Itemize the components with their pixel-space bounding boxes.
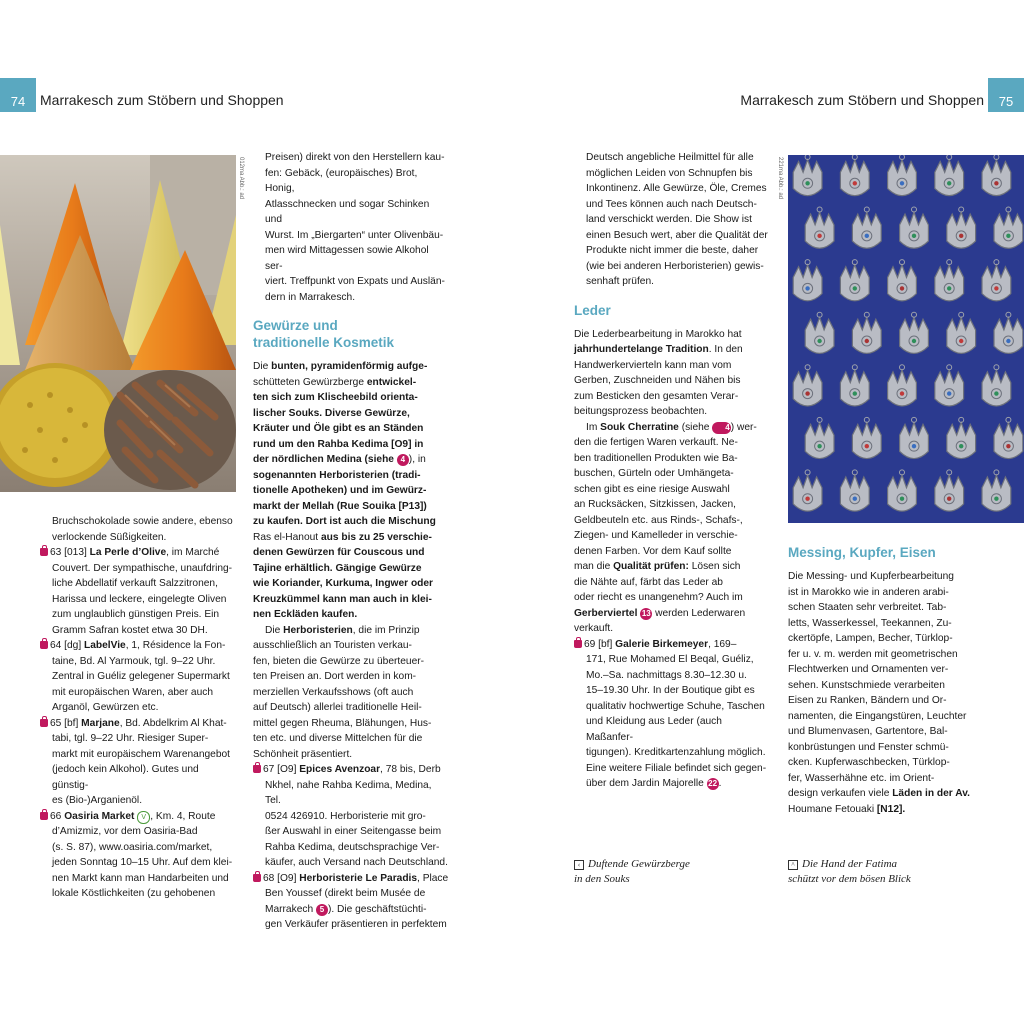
col2-line: Wurst. Im „Biergarten“ unter Olivenbäu- <box>265 229 444 241</box>
shop-entry <box>40 545 236 638</box>
entry-line: 68 [O9] Herboristerie Le Paradis, Place <box>253 871 449 887</box>
col2-line: zu kaufen. Dort ist auch die Mischung <box>253 516 436 527</box>
entry-line: 67 [O9] Epices Avenzoar, 78 bis, Derb <box>253 762 449 778</box>
col2-line: wie Koriander, Kurkuma, Ingwer oder <box>253 578 434 589</box>
col3-line: senhaft prüfen. <box>586 276 654 287</box>
entry-line: und Kleidung aus Leder (auch Maßanfer- <box>586 716 722 743</box>
map-marker-icon: 13 <box>641 608 651 618</box>
entry-line: liche Abdellatif verkauft Salzzitronen, <box>52 578 218 589</box>
entry-line: Ben Youssef (direkt beim Musée de <box>265 888 426 899</box>
col3-line: Produkte nicht immer die beste, daher <box>586 245 759 256</box>
col3-line: Geldbeuteln etc. aus Rinds-, Schafs-, <box>574 514 743 526</box>
col2-line: fen, bieten die Gewürze zu überteuer- <box>253 655 425 667</box>
entry-line: ßer Auswahl in einer Seitengasse beim <box>265 826 442 837</box>
col3-line: Ziegen- und Kamelleder in verschie- <box>574 530 738 541</box>
col4-line: und Blumenvasen, Gartentore, Bal- <box>788 726 948 737</box>
entry-line: (s. S. 87), www.oasiria.com/market, <box>52 841 213 853</box>
entry-66: 66 Oasiria Market V , Km. 4, Route d’Amizmiz, vor dem Oasiria-Bad (s. S. 87), www.oasiria.com/market, jeden Sonntag 10–15 Uhr. Auf dem klei- nen Markt kann man Handarbeiten und lokale Köstlichkeiten (zu gehobenen <box>40 809 236 902</box>
col2-line: lischer Souks. Diverse Gewürze, <box>253 407 410 419</box>
col3-line: verkauft. <box>574 623 614 634</box>
col3-line: land verschickt werden. Die Show ist <box>586 214 752 225</box>
shop-entry <box>40 716 236 809</box>
col4-line: Houmane Fetouaki [N12]. <box>788 803 906 815</box>
col2-line: mittel gegen Rheuma, Blähungen, Hus- <box>253 717 432 729</box>
col2-line: Die bunten, pyramidenförmig aufge- <box>253 361 428 372</box>
col2-line: Kräuter und Öle gibt es an Ständen <box>253 423 424 434</box>
col3-line: Gerberviertel 13 werden Lederwaren <box>574 607 746 619</box>
col3-line: jahrhundertelange Tradition. In den <box>574 344 743 355</box>
col4-line: sehen. Kunstschmiede verarbeiten <box>788 679 945 691</box>
col3-line: Gerben, Zuschneiden und Nähen bis <box>574 375 741 386</box>
entry-line: tigungen). Kreditkartenzahlung möglich. <box>586 747 766 758</box>
col2-line: dern in Marrakesch. <box>265 291 356 303</box>
section-heading-spices: Gewürze und traditionelle Kosmetik <box>253 318 395 350</box>
col2-line: men wird Mittagessen sowie Alkohol ser- <box>265 245 429 272</box>
entry-line: d’Amizmiz, vor dem Oasiria-Bad <box>52 826 198 837</box>
section-heading-leather: Leder <box>574 302 611 318</box>
col3-line: an Rucksäcken, Sitzkissen, Jacken, <box>574 499 736 510</box>
col4-line: design verkaufen viele Läden in der Av. <box>788 788 970 799</box>
entry-line: 171, Rue Mohamed El Beqal, Guéliz, <box>586 654 754 665</box>
entry-line: gen Verkäufer präsentieren in perfektem <box>265 919 447 930</box>
entry-line: Arganöl, Gewürzen etc. <box>52 702 159 713</box>
col3-line: oder riecht es unangenehm? Auch im <box>574 592 743 603</box>
column-2 <box>253 150 449 933</box>
col2-line: nen Eckläden kaufen. <box>253 609 358 620</box>
arrow-up-icon: ^ <box>788 860 798 870</box>
col1-intro-line: Bruchschokolade sowie andere, ebenso <box>52 516 233 527</box>
col3-line: Die Lederbearbeitung in Marokko hat <box>574 328 742 340</box>
right-running-title: Marrakesch zum Stöbern und Shoppen <box>740 92 984 108</box>
map-marker-icon: 4 <box>397 454 409 466</box>
right-photo-caption: ^ Die Hand der Fatima schützt vor dem bösen Blick <box>788 858 911 885</box>
column-3 <box>574 150 770 792</box>
entry-line: 65 [bf] Marjane, Bd. Abdelkrim Al Khat- <box>40 716 236 732</box>
col2-line: ten Preisen an. Dort werden in kom- <box>253 671 417 682</box>
right-page-number: 75 <box>998 94 1014 109</box>
entry-line: lokale Köstlichkeiten (zu gehobenen <box>52 888 216 899</box>
col3-line: Handwerkervierteln kann man vom <box>574 359 732 371</box>
col3-line: einen Besuch wert, aber die Qualität der <box>586 229 768 241</box>
col2-line: ten sich zum Klischeebild orienta- <box>253 392 418 403</box>
column-1 <box>40 514 236 902</box>
arrow-left-icon: ‹ <box>574 860 584 870</box>
col3-line: möglichen Leiden von Schnupfen bis <box>586 167 753 179</box>
entry-line: über dem Jardin Majorelle 22 . <box>586 778 722 789</box>
col3-line: Inkontinenz. Alle Gewürze, Öle, Cremes <box>586 183 767 194</box>
entry-line: Zentral in Guéliz gelegener Supermarkt <box>52 671 230 682</box>
hand-of-fatima-photo <box>788 155 1024 523</box>
col3-line: Im Souk Cherratine (siehe 4) wer- <box>586 421 757 433</box>
entry-line: taine, Bd. Al Yarmouk, tgl. 9–22 Uhr. <box>52 655 216 667</box>
col2-line: tionelle Apotheken) und im Gewürz- <box>253 485 427 496</box>
entry-line: käufer, auch Versand nach Deutschland. <box>265 857 448 868</box>
section-heading-brass: Messing, Kupfer, Eisen <box>788 545 936 560</box>
entry-line: qualitativ hochwertige Schuhe, Taschen <box>586 700 765 712</box>
col4-line: Flechtwerken und Ornamenten ver- <box>788 664 949 675</box>
col3-line: schen gibt es eine riesige Auswahl <box>574 483 730 495</box>
entry-line: zum unglaublich günstigen Preis. Ein <box>52 609 220 620</box>
entry-line: jeden Sonntag 10–15 Uhr. Auf dem klei- <box>52 857 233 868</box>
entry-line: 0524 426910. Herboristerie mit gro- <box>265 810 426 822</box>
col4-line: ist in Marokko wie in anderen arabi- <box>788 586 949 598</box>
entry-line: Gramm Safran kostet etwa 30 DH. <box>52 624 208 636</box>
vegetarian-icon: V <box>137 811 150 824</box>
col3-line: den die fertigen Waren verkauft. Ne- <box>574 437 738 448</box>
shopping-bag-icon <box>40 812 48 820</box>
entry-line: Eine weitere Filiale befindet sich gegen- <box>586 762 767 774</box>
col3-line: buschen, Gürteln oder Umhängeta- <box>574 468 734 479</box>
entry-line: 69 [bf] Galerie Birkemeyer, 169– <box>574 637 770 653</box>
entry-line: Nkhel, nahe Rahba Kedima, Medina, Tel. <box>265 779 432 806</box>
map-marker-icon: 22 <box>708 779 718 788</box>
col2-line: Tajine erhältlich. Gängige Gewürze <box>253 562 422 574</box>
col4-line: Die Messing- und Kupferbearbeitung <box>788 571 954 582</box>
col4-line: schen Staaten sehr verbreitet. Tab- <box>788 602 947 613</box>
left-photo-caption: ‹ Duftende Gewürzberge in den Souks <box>574 858 690 885</box>
col2-line: Schönheit präsentiert. <box>253 748 353 760</box>
map-marker-icon: 5 <box>316 904 328 916</box>
col2-line: markt der Mellah (Rue Souika [P13]) <box>253 500 427 512</box>
shopping-bag-icon <box>40 641 48 649</box>
col4-line: namenten, die Eingangstüren, Leuchter <box>788 710 967 722</box>
entry-line: Mo.–Sa. nachmittags 8.30–12.30 u. <box>586 669 747 681</box>
column-4 <box>788 544 984 817</box>
col2-line: Kreuzkümmel kann man auch in klei- <box>253 593 432 605</box>
right-photo-credit: 221ma Abb.: ad <box>777 157 783 200</box>
col4-line: Eisen zu Ranken, Bändern und Or- <box>788 695 947 706</box>
col2-line: ausschließlich an Touristen verkau- <box>253 640 412 651</box>
entry-line: 64 [dg] LabelVie, 1, Résidence la Fon- <box>40 638 236 654</box>
col4-line: fer, Wasserhähne etc. im Orient- <box>788 772 935 784</box>
col2-line: fen: Gebäck, (europäisches) Brot, Honig, <box>265 167 418 194</box>
col4-line: konbrüstungen und Fenster schmü- <box>788 741 949 753</box>
shopping-bag-icon <box>40 719 48 727</box>
col3-line: Deutsch angebliche Heilmittel für alle <box>586 152 754 163</box>
entry-line: Marrakech 5 ). Die geschäftstüchti- <box>265 903 427 915</box>
col3-line: denen Farben. Vor dem Kauf sollte <box>574 545 732 557</box>
shop-entry <box>40 638 236 716</box>
shopping-bag-icon <box>40 548 48 556</box>
col3-line: die Nähte auf, färbt das Leder ab <box>574 576 723 588</box>
shopping-bag-icon <box>253 765 261 773</box>
col2-line: viert. Treffpunkt von Expats und Auslän- <box>265 276 445 287</box>
col4-line: fer u. v. m. werden mit geometrischen <box>788 648 958 660</box>
col2-line: Ras el-Hanout aus bis zu 25 verschie- <box>253 531 432 543</box>
spice-cones-photo <box>0 155 236 492</box>
entry-66-name: Oasiria Market <box>64 810 135 822</box>
col3-line: man die Qualität prüfen: Lösen sich <box>574 561 741 572</box>
shopping-bag-icon <box>253 874 261 882</box>
col2-line: auf Deutsch) allerlei traditionelle Heil- <box>253 702 422 713</box>
entry-line: Rahba Kedima, deutschsprachige Ver- <box>265 841 440 853</box>
col3-line: ben traditionellen Produkten wie Ba- <box>574 452 738 464</box>
col3-line: und Tees können auch nach Deutsch- <box>586 198 757 210</box>
col2-line: denen Gewürzen für Couscous und <box>253 547 425 558</box>
col3-line: zum Besticken den gesamten Verar- <box>574 390 739 402</box>
col2-line: Die Herboristerien, die im Prinzip <box>265 624 420 636</box>
col2-line: Atlasschnecken und sogar Schinken und <box>265 198 430 225</box>
col2-line: schütteten Gewürzberge entwickel- <box>253 376 417 388</box>
left-photo-credit: 012ma Abb.: ad <box>238 157 244 200</box>
shopping-bag-icon <box>574 640 582 648</box>
col1-intro-line: verlockende Süßigkeiten. <box>52 531 167 543</box>
map-marker-icon: 4 <box>712 422 730 434</box>
col4-line: cken. Kupferwaschbecken, Türklop- <box>788 757 950 768</box>
col4-line: ckertöpfe, Lampen, Becher, Türklop- <box>788 633 953 644</box>
col2-line: rund um den Rahba Kedima [O9] in <box>253 438 424 450</box>
col3-line: beitungsprozess beobachten. <box>574 406 708 417</box>
col4-line: letts, Wasserkessel, Teekannen, Zu- <box>788 617 952 629</box>
col2-line: der nördlichen Medina (siehe 4 ), in <box>253 454 426 465</box>
entry-line: tabi, tgl. 9–22 Uhr. Riesiger Super- <box>52 733 209 744</box>
entry-line: nen Markt kann man Handarbeiten und <box>52 872 229 884</box>
entry-line: es (Bio-)Arganienöl. <box>52 795 143 806</box>
entry-line: (jedoch kein Alkohol). Gutes und günstig- <box>52 764 199 791</box>
entry-line: mit europäischen Waren, aber auch <box>52 686 214 698</box>
left-running-title: Marrakesch zum Stöbern und Shoppen <box>40 92 284 108</box>
left-page-number: 74 <box>10 94 26 109</box>
col2-line: Preisen) direkt von den Herstellern kau- <box>265 152 445 163</box>
col2-line: sogenannten Herboristerien (tradi- <box>253 469 421 481</box>
col2-line: merziellen Verkaufsshows (oft auch <box>253 686 414 698</box>
entry-line: 63 [013] La Perle d’Olive, im Marché <box>40 545 236 561</box>
col2-line: ten etc. und diverse Mittelchen für die <box>253 733 423 744</box>
col3-line: (wie bei anderen Herboristerien) gewis- <box>586 260 764 272</box>
entry-line: 15–19.30 Uhr. In der Boutique gibt es <box>586 685 755 696</box>
entry-line: Couvert. Der sympathische, unaufdring- <box>52 562 233 574</box>
entry-line: markt mit europäischem Warenangebot <box>52 748 230 760</box>
entry-line: Harissa und leckere, eingelegte Oliven <box>52 593 227 605</box>
